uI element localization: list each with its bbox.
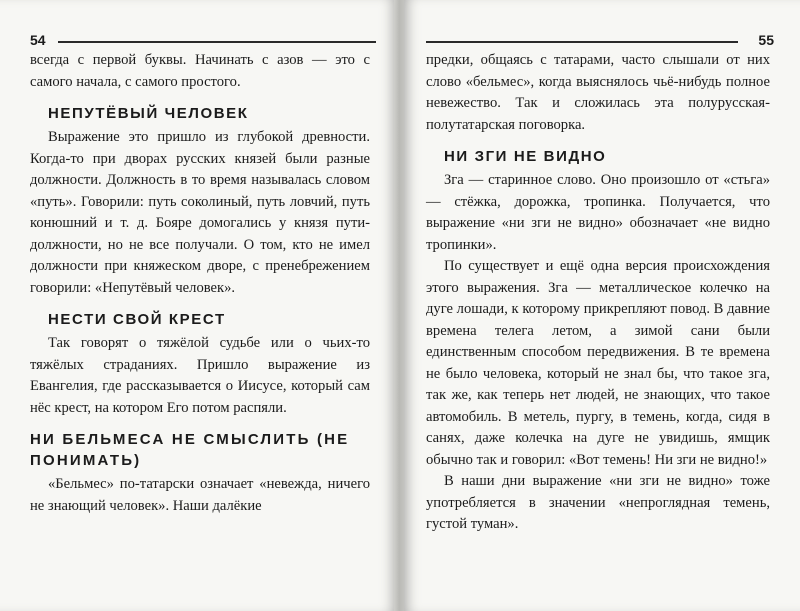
section-heading: НИ БЕЛЬМЕСА НЕ СМЫСЛИТЬ (НЕ ПОНИМАТЬ) (30, 431, 350, 469)
opening-paragraph: предки, общаясь с татарами, часто слышали от них слово «бельмес», когда выяснялось чьё-нибудь полное невежество. Так и сложилась эта полурусская-полутатарская поговорка. (426, 52, 770, 133)
right-page (404, 0, 800, 611)
section-paragraph: «Бельмес» по-татарски означает «невежда, ничего не знающий человек». Наши далёкие (30, 476, 370, 514)
section-paragraph: Выражение это пришло из глубокой древности. Когда-то при дворах русских князей были разные должности. Должность в то время называлась словом «путь». Говорили: путь соколиный, путь ловчий, путь конюшний и т. д. Бояре домогались у князя пути-должности, но не все получали. О том, кто не имел должности при княжеском дворе, с пренебрежением говорили: «Непутёвый человек». (30, 129, 370, 296)
section-paragraph: Так говорят о тяжёлой судьбе или о чьих-то тяжёлых страданиях. Пришло выражение из Евангелия, где рассказывается о Иисусе, который сам нёс крест, на котором Его потом распяли. (30, 335, 370, 416)
left-page (0, 0, 396, 611)
right-page-text (426, 50, 770, 536)
section-heading: НИ ЗГИ НЕ ВИДНО (444, 148, 607, 165)
section-paragraph: Зга — старинное слово. Оно произошло от «стьга» — стёжка, дорожка, тропинка. Получается, что выражение «ни зги не видно» обозначает «не видно тропинки». (426, 172, 770, 253)
header-rule-right (426, 41, 738, 43)
opening-paragraph: всегда с первой буквы. Начинать с азов — это с самого начала, с самого простого. (30, 52, 370, 90)
page-number-left: 54 (30, 32, 46, 48)
section-heading: НЕПУТЁВЫЙ ЧЕЛОВЕК (48, 105, 249, 122)
section-heading: НЕСТИ СВОЙ КРЕСТ (48, 311, 226, 328)
section-paragraph: В наши дни выражение «ни зги не видно» тоже употребляется в значении «непроглядная темень, густой туман». (426, 473, 770, 532)
left-page-text (30, 50, 370, 517)
section-paragraph: По существует и ещё одна версия происхождения этого выражения. Зга — металлическое колечко на дуге лошади, к которому прикрепляют повод. В давние времена телега летом, а зимой сани были единственным способом передвижения. В те времена не было человека, который не знал бы, что такое зга, так же, как теперь нет людей, не знающих, что такое автомобиль. В метель, пургу, в темень, когда, сидя в санях, даже колечка на дуге не увидишь, ямщик обычно так и говорил: «Вот темень! Ни зги не видно!» (426, 258, 770, 468)
header-rule-left (58, 41, 376, 43)
page-number-right: 55 (758, 32, 774, 48)
